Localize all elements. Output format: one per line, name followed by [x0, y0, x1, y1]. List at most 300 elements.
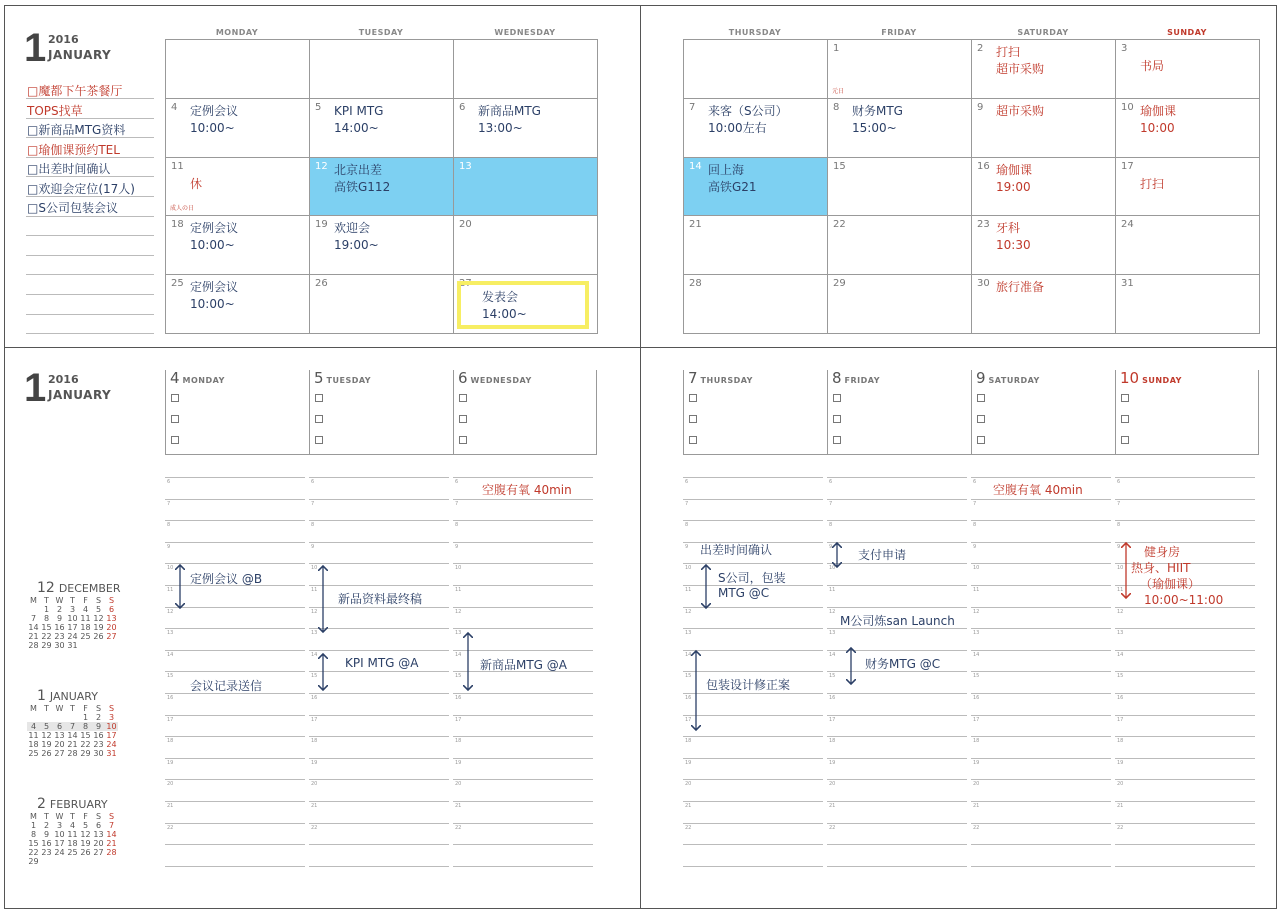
mini-day[interactable]: 6	[53, 722, 66, 731]
checkbox[interactable]	[689, 415, 697, 423]
day-cell[interactable]	[309, 215, 454, 275]
cell-text: 旅行准备	[996, 280, 1045, 295]
hour-label: 12	[973, 608, 980, 615]
hour-rule	[683, 563, 823, 564]
day-cell[interactable]	[827, 274, 972, 334]
mini-day[interactable]: 14	[28, 623, 39, 632]
mini-day[interactable]: 25	[28, 749, 39, 758]
hour-rule	[309, 563, 449, 564]
mini-day[interactable]: 6	[95, 821, 102, 830]
mini-calendar-title	[37, 580, 121, 596]
mini-day[interactable]: 12	[41, 731, 52, 740]
hour-rule	[165, 607, 305, 608]
weekday-letter: F	[83, 704, 88, 713]
hour-rule	[1115, 477, 1255, 478]
hour-rule	[309, 671, 449, 672]
day-number: 4	[171, 101, 178, 113]
mini-day[interactable]: 18	[28, 740, 39, 749]
mini-day[interactable]: 28	[67, 749, 78, 758]
hour-label: 13	[685, 630, 692, 637]
day-cell[interactable]	[683, 39, 828, 99]
mini-day[interactable]: 14	[67, 731, 78, 740]
day-cell[interactable]	[165, 98, 310, 158]
todo-item[interactable]: TOPS找草	[27, 103, 83, 118]
hour-label: 12	[167, 608, 174, 615]
mini-day[interactable]: 8	[30, 830, 37, 839]
hour-label: 19	[455, 759, 462, 766]
day-cell[interactable]	[971, 98, 1116, 158]
day-number: 28	[689, 278, 702, 290]
todo-item[interactable]: □瑜伽课预约TEL	[27, 142, 120, 157]
mini-day[interactable]: 23	[54, 632, 65, 641]
mini-day[interactable]: 7	[66, 722, 79, 731]
week-day-name: WEDNESDAY	[470, 376, 532, 385]
mini-day[interactable]: 26	[93, 632, 104, 641]
hour-label: 21	[455, 803, 462, 809]
week-event: MTG @C	[718, 586, 770, 600]
hour-rule	[971, 671, 1111, 672]
checkbox[interactable]	[1121, 436, 1129, 444]
weekday-letter: W	[55, 812, 64, 821]
mini-day[interactable]: 1	[82, 713, 89, 722]
mini-day[interactable]	[105, 641, 118, 650]
mini-day[interactable]: 8	[79, 722, 92, 731]
day-cell[interactable]	[827, 98, 972, 158]
mini-day[interactable]: 5	[40, 722, 53, 731]
mini-month-name: FEBRUARY	[49, 798, 108, 811]
day-cell[interactable]	[1115, 157, 1260, 217]
mini-day[interactable]: 5	[82, 821, 89, 830]
mini-day[interactable]	[66, 857, 79, 866]
day-cell[interactable]	[309, 157, 454, 217]
mini-day[interactable]: 24	[54, 848, 65, 857]
mini-day[interactable]: 16	[54, 623, 65, 632]
mini-day[interactable]	[92, 641, 105, 650]
week-day-number: 8	[832, 369, 842, 387]
hour-label: 15	[829, 673, 836, 680]
hour-rule	[1115, 650, 1255, 651]
day-number: 10	[1121, 101, 1134, 113]
hour-label: 8	[167, 522, 171, 529]
day-cell[interactable]	[827, 39, 972, 99]
checkbox[interactable]	[315, 415, 323, 423]
week-event: KPI MTG @A	[345, 656, 419, 670]
week-day-name: TUESDAY	[326, 376, 372, 385]
hour-rule	[827, 801, 967, 802]
hour-label: 7	[311, 500, 315, 507]
day-cell[interactable]	[827, 157, 972, 217]
mini-day[interactable]	[66, 713, 79, 722]
day-cell[interactable]	[971, 274, 1116, 334]
mini-day[interactable]: 21	[67, 740, 78, 749]
mini-day[interactable]: 22	[41, 632, 52, 641]
mini-day[interactable]: 19	[93, 623, 104, 632]
checkbox[interactable]	[1121, 415, 1129, 423]
hour-rule	[683, 499, 823, 500]
mini-day[interactable]: 4	[69, 821, 76, 830]
mini-day[interactable]: 31	[106, 749, 117, 758]
mini-day[interactable]: 11	[80, 614, 91, 623]
weekday-letter: S	[108, 704, 115, 713]
mini-day[interactable]: 31	[67, 641, 78, 650]
hour-rule	[165, 758, 305, 759]
mini-day[interactable]: 20	[106, 623, 117, 632]
hour-rule	[827, 585, 967, 586]
mini-day[interactable]: 12	[80, 830, 91, 839]
cell-text: KPI MTG 14:00~	[334, 103, 384, 135]
mini-calendar	[27, 580, 121, 650]
day-cell[interactable]	[683, 157, 828, 217]
day-cell[interactable]	[1115, 274, 1260, 334]
hour-rule	[165, 823, 305, 824]
hour-rule	[971, 542, 1111, 543]
hour-rule	[1115, 693, 1255, 694]
day-cell[interactable]	[971, 39, 1116, 99]
checkbox[interactable]	[315, 394, 323, 402]
day-cell[interactable]	[453, 157, 598, 217]
hour-rule	[827, 563, 967, 564]
todo-rule	[26, 314, 154, 315]
mini-day[interactable]: 29	[41, 641, 52, 650]
hour-rule	[971, 866, 1111, 867]
week-event: 包装设计修正案	[706, 678, 791, 692]
hour-rule	[1115, 736, 1255, 737]
mini-day[interactable]: 16	[93, 731, 104, 740]
day-cell[interactable]	[827, 215, 972, 275]
mini-day[interactable]: 23	[41, 848, 52, 857]
weekday-letter: S	[95, 596, 102, 605]
day-cell[interactable]	[683, 98, 828, 158]
mini-day[interactable]: 5	[95, 605, 102, 614]
checkbox[interactable]	[689, 436, 697, 444]
todo-item[interactable]: □魔都下午茶餐厅	[27, 84, 123, 98]
todo-rule	[26, 333, 154, 334]
cell-text: 定例会议 10:00~	[190, 103, 239, 135]
hour-label: 15	[311, 673, 318, 680]
hour-label: 18	[685, 738, 692, 745]
mini-day[interactable]: 6	[108, 605, 115, 614]
mini-day[interactable]	[27, 713, 40, 722]
mini-day[interactable]: 19	[80, 839, 91, 848]
hour-rule	[971, 650, 1111, 651]
mini-day[interactable]	[27, 605, 40, 614]
day-number: 13	[459, 160, 472, 172]
mini-day[interactable]: 25	[80, 632, 91, 641]
mini-day[interactable]: 2	[95, 713, 102, 722]
mini-day[interactable]: 18	[67, 839, 78, 848]
hour-rule	[683, 650, 823, 651]
mini-day[interactable]: 17	[54, 839, 65, 848]
mini-day[interactable]: 11	[28, 731, 39, 740]
mini-day[interactable]: 19	[41, 740, 52, 749]
todo-rule	[26, 216, 154, 217]
mini-day[interactable]: 4	[27, 722, 40, 731]
hour-label: 9	[1117, 543, 1121, 550]
hour-rule	[453, 477, 593, 478]
week-month-name: JANUARY	[48, 388, 112, 402]
weekday-letter: F	[83, 596, 88, 605]
mini-day[interactable]: 2	[56, 605, 63, 614]
day-header: MONDAY	[215, 28, 259, 37]
checkbox[interactable]	[977, 415, 985, 423]
week-day-name: MONDAY	[182, 376, 225, 385]
mini-day[interactable]: 21	[28, 632, 39, 641]
mini-day[interactable]: 13	[54, 731, 65, 740]
cell-text: 回上海 高铁G21	[708, 162, 757, 194]
mini-day[interactable]: 11	[67, 830, 78, 839]
week-event: 新品资料最终稿	[338, 592, 423, 606]
day-cell[interactable]	[1115, 98, 1260, 158]
day-cell[interactable]	[453, 39, 598, 99]
mini-day[interactable]: 23	[93, 740, 104, 749]
mini-day[interactable]: 18	[80, 623, 91, 632]
mini-day[interactable]: 29	[80, 749, 91, 758]
hour-rule	[971, 801, 1111, 802]
month-number: 1	[24, 26, 47, 70]
day-cell[interactable]	[683, 274, 828, 334]
hour-rule	[165, 499, 305, 500]
mini-day[interactable]: 4	[82, 605, 89, 614]
day-cell[interactable]	[971, 215, 1116, 275]
hour-label: 17	[685, 716, 692, 723]
mini-day[interactable]: 1	[30, 821, 37, 830]
hour-label: 6	[973, 479, 977, 485]
mini-day[interactable]: 21	[106, 839, 117, 848]
todo-item[interactable]: □欢迎会定位(17人)	[27, 181, 135, 196]
hour-label: 16	[685, 695, 692, 701]
mini-day[interactable]	[105, 857, 118, 866]
mini-day[interactable]: 3	[108, 713, 115, 722]
checkbox[interactable]	[315, 436, 323, 444]
hour-rule	[971, 520, 1111, 521]
cell-text: 新商品MTG 13:00~	[478, 103, 541, 135]
day-cell[interactable]	[453, 98, 598, 158]
day-cell[interactable]	[971, 157, 1116, 217]
day-number: 16	[977, 160, 990, 172]
checkbox[interactable]	[459, 415, 467, 423]
checkbox[interactable]	[833, 436, 841, 444]
hour-label: 22	[1117, 824, 1124, 831]
day-cell[interactable]	[683, 215, 828, 275]
mini-day[interactable]	[53, 857, 66, 866]
hour-rule	[827, 715, 967, 716]
mini-day[interactable]: 10	[106, 722, 117, 731]
checkbox[interactable]	[459, 394, 467, 402]
day-cell[interactable]	[309, 98, 454, 158]
day-cell[interactable]	[165, 274, 310, 334]
checkbox[interactable]	[977, 436, 985, 444]
checkbox[interactable]	[171, 415, 179, 423]
mini-day[interactable]: 15	[80, 731, 91, 740]
mini-day[interactable]: 25	[67, 848, 78, 857]
mini-day[interactable]: 2	[43, 821, 50, 830]
day-cell[interactable]	[453, 274, 598, 334]
hour-label: 8	[829, 522, 833, 529]
mini-day[interactable]: 27	[106, 632, 117, 641]
mini-day[interactable]: 16	[41, 839, 52, 848]
hour-rule	[827, 520, 967, 521]
mini-day[interactable]: 20	[54, 740, 65, 749]
mini-day[interactable]: 30	[93, 749, 104, 758]
hour-label: 10	[685, 565, 692, 572]
mini-day[interactable]: 28	[28, 641, 39, 650]
hour-rule	[453, 542, 593, 543]
day-cell[interactable]	[165, 39, 310, 99]
checkbox[interactable]	[1121, 394, 1129, 402]
mini-day[interactable]: 13	[106, 614, 117, 623]
hour-rule	[683, 758, 823, 759]
mini-day[interactable]	[92, 857, 105, 866]
week-day-header	[688, 369, 753, 387]
checkbox[interactable]	[689, 394, 697, 402]
hour-rule	[971, 715, 1111, 716]
hour-label: 8	[455, 522, 459, 529]
checkbox[interactable]	[459, 436, 467, 444]
mini-day[interactable]: 17	[106, 731, 117, 740]
mini-day[interactable]: 9	[56, 614, 63, 623]
hour-label: 22	[973, 824, 980, 831]
mini-day[interactable]	[40, 857, 53, 866]
weekday-letter: M	[30, 812, 37, 821]
hour-label: 11	[311, 587, 318, 593]
mini-day[interactable]: 30	[54, 641, 65, 650]
mini-day[interactable]	[79, 641, 92, 650]
hour-label: 19	[311, 759, 318, 766]
week-event: 会议记录送信	[190, 679, 263, 693]
hour-label: 16	[829, 695, 836, 701]
todo-rule	[26, 274, 154, 275]
mini-day[interactable]: 8	[43, 614, 50, 623]
mini-day[interactable]: 17	[67, 623, 78, 632]
hour-label: 18	[167, 738, 174, 745]
checkbox[interactable]	[833, 394, 841, 402]
weekday-letter: M	[30, 596, 37, 605]
mini-day[interactable]: 1	[43, 605, 50, 614]
hour-rule	[971, 844, 1111, 845]
day-cell[interactable]	[453, 215, 598, 275]
hour-label: 12	[311, 608, 318, 615]
hour-rule	[971, 693, 1111, 694]
mini-day[interactable]: 15	[28, 839, 39, 848]
mini-day[interactable]	[79, 857, 92, 866]
todo-item[interactable]: □出差时间确认	[27, 162, 111, 176]
checkbox[interactable]	[977, 394, 985, 402]
day-cell[interactable]	[309, 39, 454, 99]
hour-rule	[309, 542, 449, 543]
day-number: 18	[171, 219, 184, 231]
hour-rule	[453, 844, 593, 845]
hour-rule	[165, 520, 305, 521]
hour-rule	[453, 693, 593, 694]
hour-label: 21	[973, 803, 980, 809]
checkbox[interactable]	[171, 394, 179, 402]
mini-day[interactable]: 15	[41, 623, 52, 632]
mini-day[interactable]: 14	[106, 830, 117, 839]
day-cell[interactable]	[309, 274, 454, 334]
mini-day[interactable]: 13	[93, 830, 104, 839]
cell-text: 发表会 14:00~	[482, 290, 527, 322]
todo-rule	[26, 196, 154, 197]
weekday-letter: T	[70, 596, 75, 605]
mini-day[interactable]: 22	[28, 848, 39, 857]
day-cell[interactable]	[1115, 215, 1260, 275]
mini-day[interactable]	[53, 713, 66, 722]
hour-rule	[683, 671, 823, 672]
hour-label: 15	[167, 673, 174, 680]
mini-day[interactable]: 29	[28, 857, 39, 866]
hour-label: 11	[167, 587, 174, 593]
hour-label: 19	[685, 759, 692, 766]
hour-rule	[165, 801, 305, 802]
weekday-letter: S	[108, 812, 115, 821]
day-number: 3	[1121, 43, 1128, 54]
mini-day[interactable]: 9	[92, 722, 105, 731]
mini-day[interactable]: 3	[69, 605, 76, 614]
hour-rule	[309, 736, 449, 737]
hour-rule	[165, 736, 305, 737]
mini-day[interactable]: 27	[93, 848, 104, 857]
mini-day[interactable]: 20	[93, 839, 104, 848]
mini-day[interactable]: 7	[108, 821, 115, 830]
hour-rule	[683, 823, 823, 824]
day-number: 31	[1121, 278, 1134, 290]
hour-rule	[971, 823, 1111, 824]
hour-rule	[1115, 758, 1255, 759]
mini-day[interactable]: 27	[54, 749, 65, 758]
mini-day[interactable]: 26	[80, 848, 91, 857]
day-cell[interactable]	[165, 157, 310, 217]
mini-day[interactable]: 7	[30, 614, 37, 623]
cell-text: 书局	[1140, 59, 1165, 73]
todo-item[interactable]: □新商品MTG资料	[27, 123, 126, 137]
mini-day[interactable]: 3	[56, 821, 63, 830]
weekday-letter: T	[70, 812, 75, 821]
hour-rule	[165, 715, 305, 716]
hour-rule	[453, 520, 593, 521]
mini-day[interactable]: 9	[43, 830, 50, 839]
weekday-letter: W	[55, 704, 64, 713]
week-day-number: 5	[314, 369, 324, 387]
day-header: FRIDAY	[881, 28, 917, 37]
hour-label: 10	[829, 565, 836, 572]
mini-day[interactable]: 24	[106, 740, 117, 749]
hour-label: 12	[455, 608, 462, 615]
hour-rule	[309, 477, 449, 478]
todo-item[interactable]: □S公司包装会议	[27, 201, 118, 215]
hour-rule	[971, 779, 1111, 780]
mini-day[interactable]: 24	[67, 632, 78, 641]
cell-text: 北京出差 高铁G112	[334, 162, 391, 194]
mini-day[interactable]: 10	[67, 614, 78, 623]
week-event: M公司炼san Launch	[840, 614, 955, 628]
hour-rule	[165, 671, 305, 672]
checkbox[interactable]	[833, 415, 841, 423]
checkbox[interactable]	[171, 436, 179, 444]
week-day-number: 7	[688, 369, 698, 387]
mini-day[interactable]: 12	[93, 614, 104, 623]
mini-day[interactable]	[40, 713, 53, 722]
mini-day[interactable]: 22	[80, 740, 91, 749]
hour-rule	[309, 801, 449, 802]
mini-day[interactable]: 10	[54, 830, 65, 839]
day-cell[interactable]	[165, 215, 310, 275]
mini-day[interactable]: 28	[106, 848, 117, 857]
day-number: 12	[315, 160, 328, 172]
week-event: 热身、HIIT	[1131, 561, 1191, 575]
hour-label: 12	[829, 608, 836, 615]
day-cell[interactable]	[1115, 39, 1260, 99]
mini-day[interactable]: 26	[41, 749, 52, 758]
